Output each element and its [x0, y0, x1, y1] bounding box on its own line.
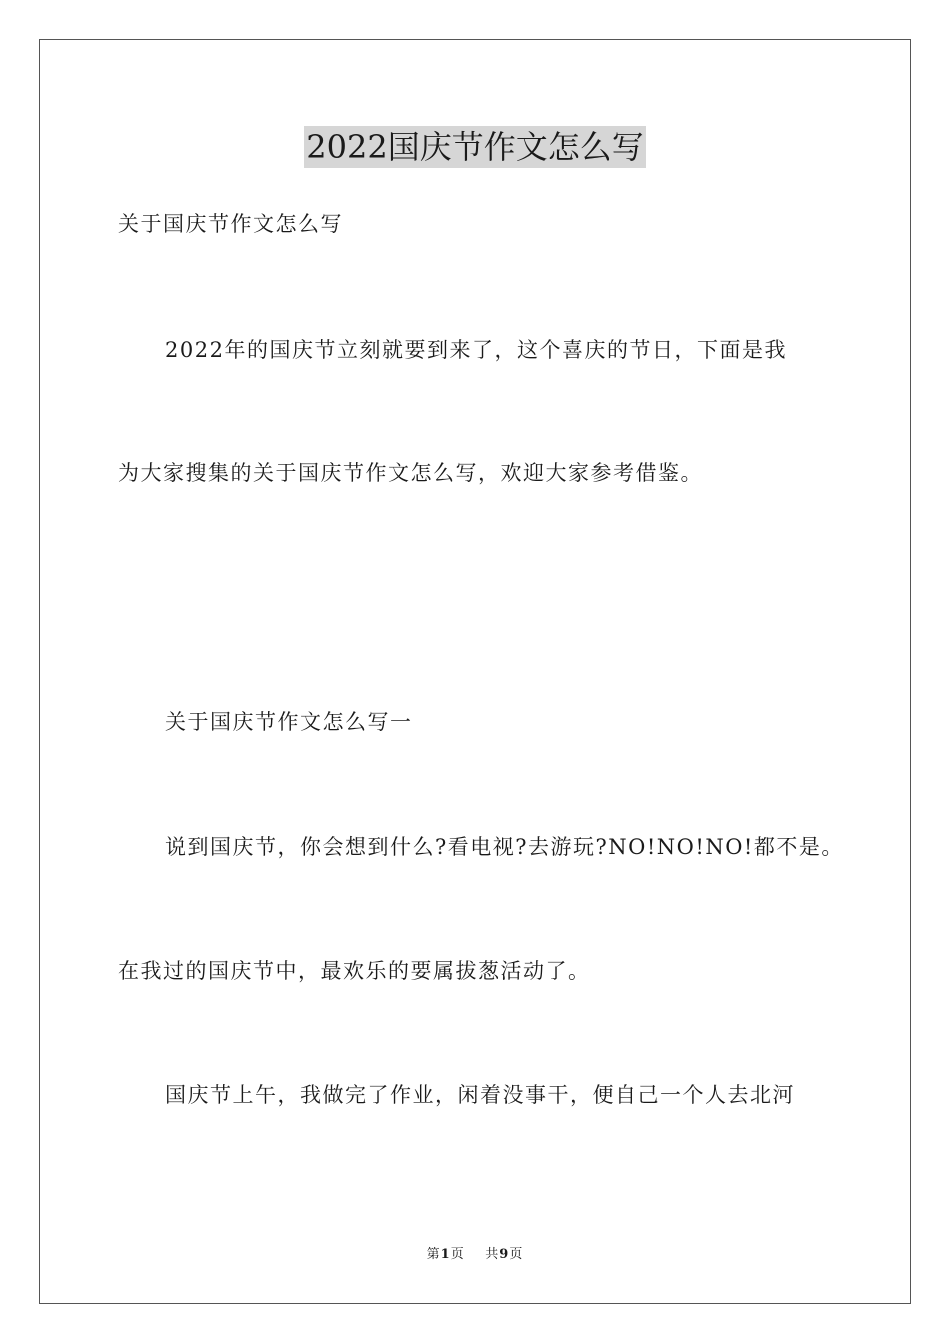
paragraph-line: 说到国庆节，你会想到什么?看电视?去游玩?NO!NO!NO!都不是。	[165, 835, 844, 859]
title-container	[0, 126, 950, 168]
total-pages: 9	[499, 1247, 510, 1262]
page-suffix: 页	[450, 1247, 465, 1262]
total-prefix: 共	[485, 1247, 500, 1262]
page-number: 1	[440, 1247, 451, 1262]
document-title: 2022国庆节作文怎么写	[306, 128, 644, 166]
page-footer	[0, 1246, 950, 1264]
page-prefix: 第	[426, 1247, 441, 1262]
paragraph-line: 国庆节上午，我做完了作业，闲着没事干，便自己一个人去北河	[165, 1083, 795, 1107]
section-heading: 关于国庆节作文怎么写一	[165, 710, 413, 734]
total-suffix: 页	[509, 1247, 524, 1262]
document-subtitle: 关于国庆节作文怎么写	[118, 212, 343, 236]
paragraph-line: 在我过的国庆节中，最欢乐的要属拔葱活动了。	[118, 959, 591, 983]
paragraph-line: 为大家搜集的关于国庆节作文怎么写，欢迎大家参考借鉴。	[118, 461, 703, 485]
paragraph-line: 2022年的国庆节立刻就要到来了，这个喜庆的节日，下面是我	[165, 338, 787, 362]
